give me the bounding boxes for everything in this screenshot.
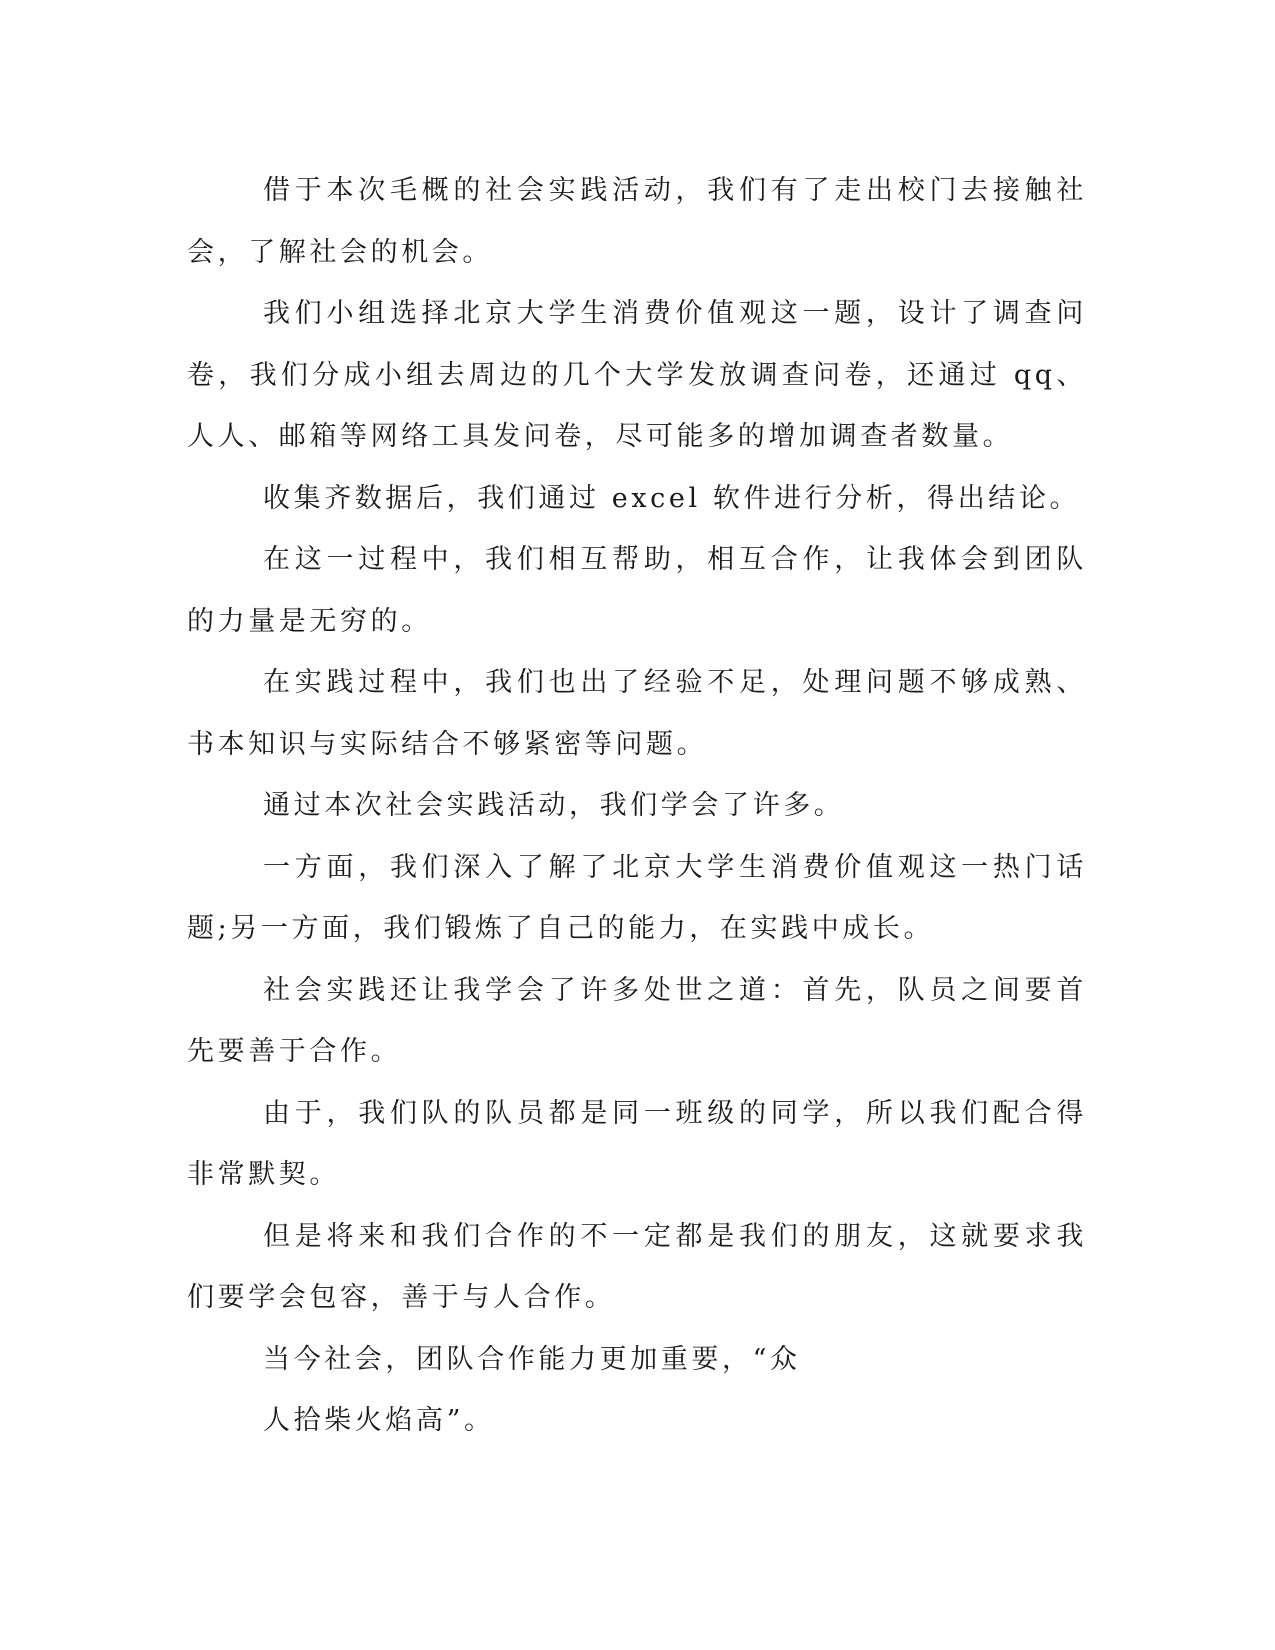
paragraph: 通过本次社会实践活动，我们学会了许多。 (263, 790, 845, 821)
paragraph: 一方面，我们深入了解了北京大学生消费价值观这一热门话题;另一方面，我们锻炼了自己的能力，在实践中成长。 (187, 851, 1087, 944)
paragraph: 借于本次毛概的社会实践活动，我们有了走出校门去接触社会，了解社会的机会。 (187, 175, 1087, 268)
paragraph: 由于，我们队的队员都是同一班级的同学，所以我们配合得非常默契。 (187, 1097, 1087, 1190)
paragraph: 收集齐数据后，我们通过 excel 软件进行分析，得出结论。 (263, 482, 1081, 514)
paragraph: 人拾柴火焰高”。 (263, 1405, 495, 1436)
paragraph: 我们小组选择北京大学生消费价值观这一题，设计了调查问卷，我们分成小组去周边的几个大学发放调查问卷，还通过 qq、人人、邮箱等网络工具发问卷，尽可能多的增加调查者数量。 (187, 298, 1087, 452)
document-body (187, 160, 1087, 1452)
paragraph: 社会实践还让我学会了许多处世之道：首先，队员之间要首先要善于合作。 (187, 974, 1087, 1067)
paragraph: 在实践过程中，我们也出了经验不足，处理问题不够成熟、书本知识与实际结合不够紧密等问题。 (187, 667, 1087, 760)
paragraph: 当今社会，团队合作能力更加重要，“众 (263, 1343, 801, 1375)
paragraph: 在这一过程中，我们相互帮助，相互合作，让我体会到团队的力量是无穷的。 (187, 544, 1087, 637)
paragraph: 但是将来和我们合作的不一定都是我们的朋友，这就要求我们要学会包容，善于与人合作。 (187, 1220, 1087, 1313)
